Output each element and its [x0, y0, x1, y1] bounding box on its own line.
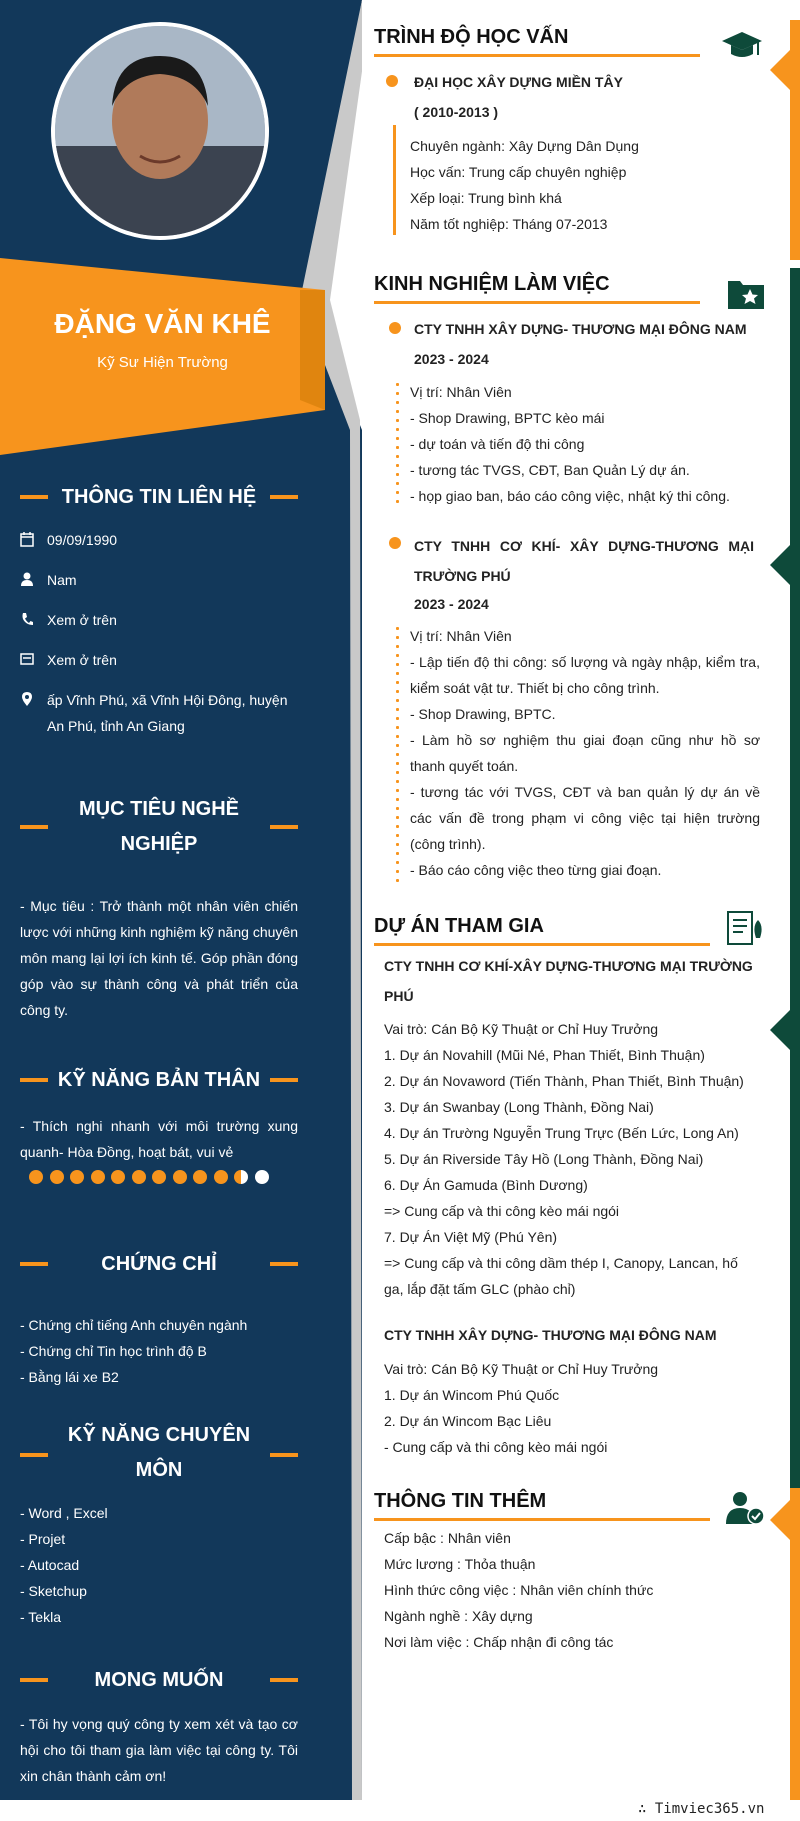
graduation-cap-icon [722, 28, 762, 64]
section-underline [374, 943, 710, 946]
contact-gender [20, 567, 300, 593]
rating-dot [152, 1170, 166, 1184]
birthday-text: 09/09/1990 [47, 532, 118, 548]
project-company: CTY TNHH CƠ KHÍ-XÂY DỰNG-THƯƠNG MẠI TRƯỜNG PHÚ [384, 958, 753, 1004]
skill-rating [29, 1170, 275, 1188]
certificate-item: - Chứng chỉ tiếng Anh chuyên ngành [20, 1317, 248, 1333]
school-period: ( 2010-2013 ) [414, 104, 499, 120]
certificates-list [20, 1312, 298, 1390]
certificate-item: - Chứng chỉ Tin học trình độ B [20, 1343, 207, 1359]
education-detail: Năm tốt nghiệp: Tháng 07-2013 [410, 216, 608, 232]
info-line: Ngành nghề : Xây dựng [384, 1608, 533, 1624]
contact-title: THÔNG TIN LIÊN HỆ [61, 486, 257, 508]
right-arrow-marker [770, 1500, 790, 1540]
info-line: Mức lương : Thỏa thuận [384, 1556, 536, 1572]
contact-birthday [20, 527, 300, 553]
contact-phone [20, 607, 300, 633]
title-dash [270, 1262, 298, 1266]
project-company: CTY TNHH XÂY DỰNG- THƯƠNG MẠI ĐÔNG NAM [384, 1327, 717, 1343]
skills-title: KỸ NĂNG BẢN THÂN [57, 1069, 261, 1091]
rating-dot [173, 1170, 187, 1184]
job-line: Vị trí: Nhân Viên [410, 628, 512, 644]
projects-title: DỰ ÁN THAM GIA [374, 915, 544, 937]
project-line: 1. Dự án Novahill (Mũi Né, Phan Thiết, Bình Thuận) [384, 1047, 705, 1063]
job-period: 2023 - 2024 [414, 351, 489, 367]
phone-text[interactable]: Xem ở trên [47, 612, 117, 628]
right-arrow-marker [770, 50, 790, 90]
calendar-icon [20, 531, 34, 547]
timeline-bullet [386, 75, 398, 87]
timeline-line [393, 125, 396, 235]
rating-dot [111, 1170, 125, 1184]
project-line: 5. Dự án Riverside Tây Hồ (Long Thành, Đồng Nai) [384, 1151, 704, 1167]
rating-dot [50, 1170, 64, 1184]
project-line: 7. Dự Án Việt Mỹ (Phú Yên) [384, 1229, 558, 1245]
project-line: => Cung cấp và thi công kèo mái ngói [384, 1203, 620, 1219]
timeline-bullet [389, 322, 401, 334]
avatar-photo [51, 22, 269, 240]
rating-dot [234, 1170, 248, 1184]
certificate-item: - Bằng lái xe B2 [20, 1369, 119, 1385]
title-dash [270, 495, 298, 499]
timeline-bullet [389, 537, 401, 549]
right-accent-bar [790, 268, 800, 1488]
job-line: - họp giao ban, báo cáo công việc, nhật ký thi công. [410, 488, 730, 504]
skills-text: - Thích nghi nhanh với môi trường xung quanh- Hòa Đồng, hoạt bát, vui vẻ [20, 1118, 298, 1160]
job-company: CTY TNHH CƠ KHÍ- XÂY DỰNG-THƯƠNG MẠI TRƯỜNG PHÚ [414, 538, 754, 584]
objective-text: - Mục tiêu : Trở thành một nhân viên chiến lược với những kinh nghiệm kỹ năng chuyên môn mang lại lợi ích kinh tế. Góp phần đóng góp vào sự thành công và phát triển của công ty. [20, 898, 298, 1018]
title-dash [270, 1453, 298, 1457]
rating-dot [91, 1170, 105, 1184]
location-icon [20, 691, 34, 707]
candidate-role: Kỹ Sư Hiện Trường [97, 354, 228, 371]
skill-item: - Word , Excel [20, 1505, 108, 1521]
rating-dot [29, 1170, 43, 1184]
rating-dot [214, 1170, 228, 1184]
rating-dot [193, 1170, 207, 1184]
title-dash [270, 825, 298, 829]
skill-item: - Projet [20, 1531, 66, 1547]
user-check-icon [726, 1490, 766, 1526]
gender-text: Nam [47, 572, 77, 588]
job-line: - Làm hồ sơ nghiệm thu giai đoạn cũng như hồ sơ thanh quyết toán. [410, 732, 760, 774]
section-underline [374, 1518, 710, 1521]
project-line: 4. Dự án Trường Nguyễn Trung Trực (Bến Lức, Long An) [384, 1125, 739, 1141]
rating-dot [70, 1170, 84, 1184]
professional-skills-list [20, 1500, 298, 1630]
skill-item: - Tekla [20, 1609, 61, 1625]
job-company: CTY TNHH XÂY DỰNG- THƯƠNG MẠI ĐÔNG NAM [414, 321, 747, 337]
job-line: - Shop Drawing, BPTC kèo mái [410, 410, 605, 426]
project-line: Vai trò: Cán Bộ Kỹ Thuật or Chỉ Huy Trưởng [384, 1361, 659, 1377]
email-text[interactable]: Xem ở trên [47, 652, 117, 668]
timeline-dots [396, 380, 399, 505]
more-info-title: THÔNG TIN THÊM [374, 1490, 547, 1512]
contact-email [20, 647, 300, 673]
rating-dot [255, 1170, 269, 1184]
right-arrow-marker [770, 545, 790, 585]
job-line: - dự toán và tiến độ thi công [410, 436, 585, 452]
education-detail: Xếp loại: Trung bình khá [410, 190, 562, 206]
candidate-name: ĐẶNG VĂN KHÊ [54, 308, 271, 339]
skill-item: - Autocad [20, 1557, 80, 1573]
title-dash [270, 1078, 298, 1082]
school-name: ĐẠI HỌC XÂY DỰNG MIỀN TÂY [414, 74, 623, 90]
job-line: - Báo cáo công việc theo từng giai đoạn. [410, 862, 662, 878]
job-period: 2023 - 2024 [414, 596, 489, 612]
education-detail: Chuyên ngành: Xây Dựng Dân Dụng [410, 138, 639, 154]
project-line: 6. Dự Án Gamuda (Bình Dương) [384, 1177, 588, 1193]
info-line: Hình thức công việc : Nhân viên chính thức [384, 1582, 654, 1598]
section-underline [374, 301, 700, 304]
section-underline [374, 54, 700, 57]
project-line: => Cung cấp và thi công dầm thép I, Canopy, Lancan, hố ga, lắp đặt tấm GLC (phào chỉ) [384, 1255, 738, 1297]
info-line: Cấp bậc : Nhân viên [384, 1530, 511, 1546]
project-line: - Cung cấp và thi công kèo mái ngói [384, 1439, 608, 1455]
education-title: TRÌNH ĐỘ HỌC VẤN [374, 26, 569, 48]
right-accent-bar [790, 1488, 800, 1800]
project-line: 2. Dự án Novaword (Tiến Thành, Phan Thiết, Bình Thuận) [384, 1073, 744, 1089]
certificates-title: CHỨNG CHỈ [101, 1253, 217, 1275]
right-arrow-marker [770, 1010, 790, 1050]
job-line: - Shop Drawing, BPTC. [410, 706, 556, 722]
email-icon [20, 651, 34, 667]
timeline-dots [396, 624, 399, 884]
professional-skills-title: KỸ NĂNG CHUYÊN MÔN [67, 1424, 251, 1481]
project-line: 3. Dự án Swanbay (Long Thành, Đồng Nai) [384, 1099, 654, 1115]
title-dash [20, 825, 48, 829]
contact-address [20, 687, 300, 739]
footer-watermark[interactable]: ∴ Timviec365.vn [638, 1801, 765, 1817]
education-detail: Học vấn: Trung cấp chuyên nghiệp [410, 164, 627, 180]
job-line: - tương tác với TVGS, CĐT và ban quản lý dự án về các vấn đề trong phạm vi công việc tại hiện trường (công trình). [410, 784, 760, 852]
right-accent-bar [790, 20, 800, 260]
objective-title: MỤC TIÊU NGHỀ NGHIỆP [79, 798, 239, 855]
info-line: Nơi làm việc : Chấp nhận đi công tác [384, 1634, 614, 1650]
project-line: 1. Dự án Wincom Phú Quốc [384, 1387, 560, 1403]
job-line: - Lập tiến độ thi công: số lượng và ngày nhập, kiểm tra, kiểm soát vật tư. Thiết bị cho công trình. [410, 654, 760, 696]
skill-item: - Sketchup [20, 1583, 87, 1599]
rating-dot [132, 1170, 146, 1184]
phone-icon [20, 611, 34, 627]
star-folder-icon [726, 275, 766, 311]
title-dash [270, 1678, 298, 1682]
experience-title: KINH NGHIỆM LÀM VIỆC [374, 273, 610, 295]
project-line: Vai trò: Cán Bộ Kỹ Thuật or Chỉ Huy Trưởng [384, 1021, 659, 1037]
project-line: 2. Dự án Wincom Bạc Liêu [384, 1413, 552, 1429]
job-line: - tương tác TVGS, CĐT, Ban Quản Lý dự án. [410, 462, 690, 478]
job-line: Vị trí: Nhân Viên [410, 384, 512, 400]
document-rocket-icon [726, 910, 766, 946]
address-text: ấp Vĩnh Phú, xã Vĩnh Hội Đông, huyện An Phú, tỉnh An Giang [47, 692, 288, 734]
wishes-title: MONG MUỐN [94, 1669, 224, 1691]
user-icon [20, 571, 34, 587]
title-dash [20, 1453, 48, 1457]
wishes-text: - Tôi hy vọng quý công ty xem xét và tạo cơ hội cho tôi tham gia làm việc tại công ty. Tôi xin chân thành cảm ơn! [20, 1716, 298, 1784]
sidebar [0, 0, 362, 1800]
